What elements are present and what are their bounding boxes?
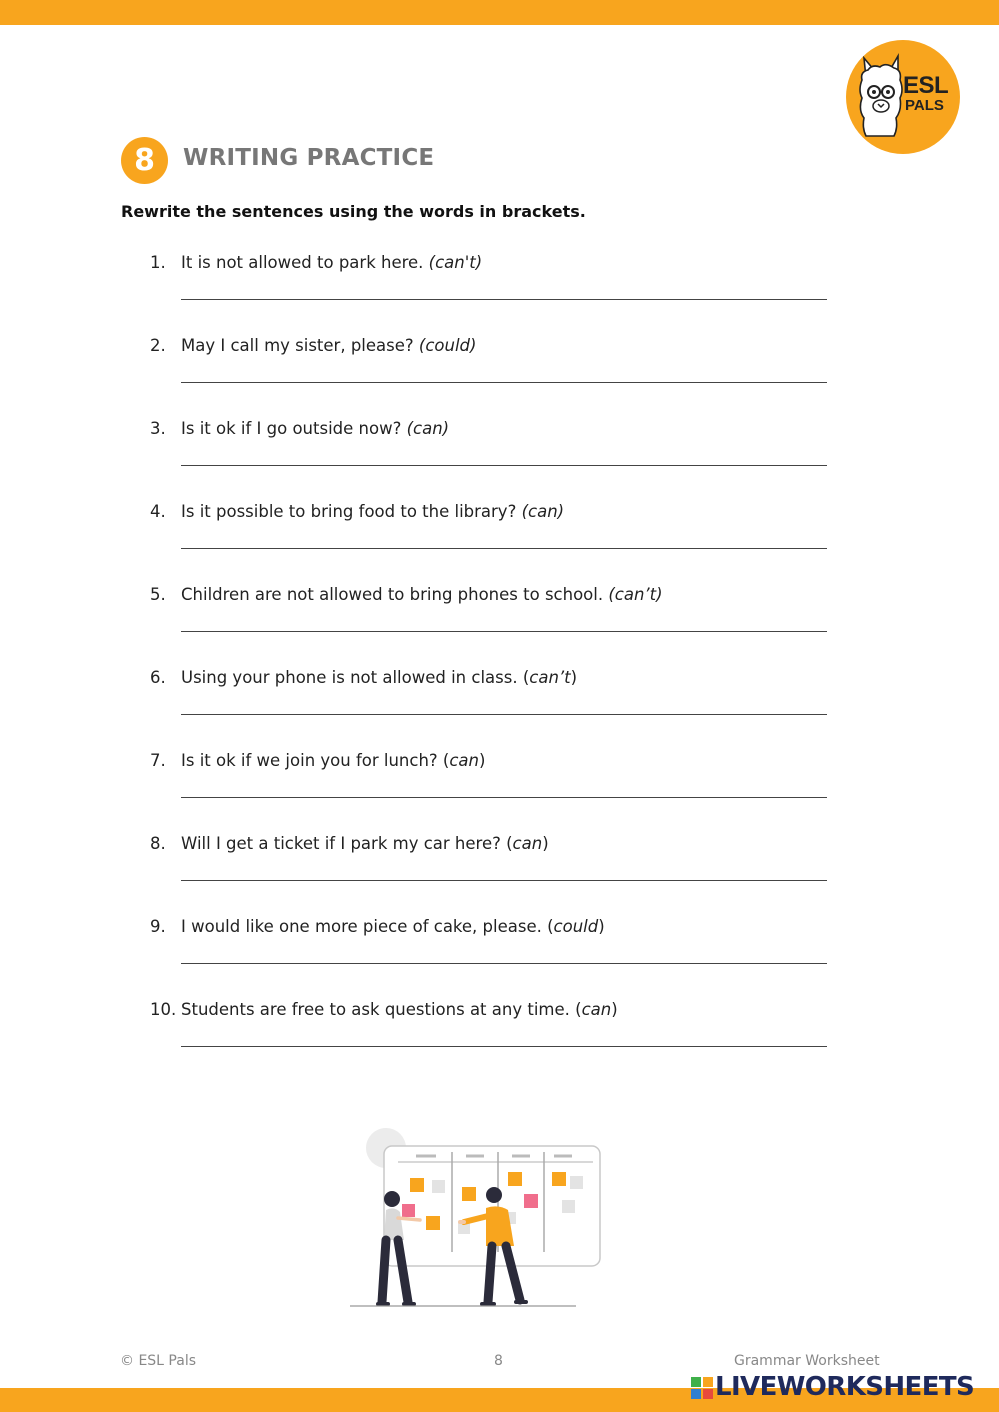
exercise-sentence — [181, 1000, 618, 1019]
answer-line[interactable] — [181, 1025, 827, 1047]
bracket-hint: (can) — [521, 502, 565, 521]
esl-pals-logo — [846, 40, 960, 154]
exercise-number: 2. — [150, 336, 166, 355]
exercise-item — [150, 1000, 840, 1060]
answer-line[interactable] — [181, 527, 827, 549]
exercise-number: 4. — [150, 502, 166, 521]
sentence-text: I would like one more piece of cake, please. ( — [181, 917, 554, 936]
footer-copyright: © ESL Pals — [120, 1353, 197, 1369]
exercise-item — [150, 917, 840, 977]
bracket-hint: (could) — [418, 336, 477, 355]
instruction-text: Rewrite the sentences using the words in brackets. — [121, 202, 586, 221]
answer-line[interactable] — [181, 859, 827, 881]
exercise-sentence — [181, 585, 663, 604]
sentence-text: May I call my sister, please? — [181, 336, 419, 355]
liveworksheets-badge[interactable] — [690, 1374, 990, 1404]
bracket-close: ) — [479, 751, 486, 770]
exercise-item — [150, 834, 840, 894]
bracket-hint: can — [449, 751, 479, 770]
exercise-sentence — [181, 917, 605, 936]
bracket-hint: can’t — [529, 668, 571, 687]
logo-pals-text: PALS — [905, 97, 944, 114]
exercise-item — [150, 502, 840, 562]
footer-worksheet-label: Grammar Worksheet — [734, 1353, 880, 1369]
answer-line[interactable] — [181, 444, 827, 466]
exercise-sentence — [181, 253, 482, 272]
liveworksheets-text: LIVEWORKSHEETS — [715, 1372, 975, 1402]
bracket-hint: can — [581, 1000, 612, 1019]
logo-esl-text: ESL — [903, 72, 949, 99]
exercise-item — [150, 751, 840, 811]
exercise-sentence — [181, 751, 485, 770]
bracket-close: ) — [542, 834, 549, 853]
sentence-text: Using your phone is not allowed in class. ( — [181, 668, 530, 687]
section-number-badge: 8 — [121, 137, 168, 184]
sentence-text: It is not allowed to park here. — [181, 253, 429, 272]
footer-page-number: 8 — [494, 1353, 503, 1369]
top-accent-bar — [0, 0, 999, 25]
exercise-number: 7. — [150, 751, 166, 770]
bracket-hint: could — [553, 917, 599, 936]
sentence-text: Will I get a ticket if I park my car here? ( — [181, 834, 513, 853]
exercise-sentence — [181, 834, 549, 853]
exercise-number: 1. — [150, 253, 166, 272]
sentence-text: Is it ok if I go outside now? — [181, 419, 407, 438]
answer-line[interactable] — [181, 278, 827, 300]
exercise-number: 6. — [150, 668, 166, 687]
bracket-hint: can — [512, 834, 543, 853]
exercise-item — [150, 253, 840, 313]
exercise-number: 9. — [150, 917, 166, 936]
exercise-item — [150, 419, 840, 479]
exercise-sentence — [181, 419, 449, 438]
bracket-hint: (can't) — [428, 253, 483, 272]
answer-line[interactable] — [181, 942, 827, 964]
answer-line[interactable] — [181, 610, 827, 632]
exercise-number: 3. — [150, 419, 166, 438]
answer-line[interactable] — [181, 693, 827, 715]
exercise-sentence — [181, 336, 476, 355]
exercise-sentence — [181, 668, 577, 687]
exercise-item — [150, 668, 840, 728]
sentence-text: Students are free to ask questions at any time. ( — [181, 1000, 582, 1019]
bracket-hint: (can) — [406, 419, 450, 438]
bracket-close: ) — [598, 917, 605, 936]
exercise-number: 5. — [150, 585, 166, 604]
sentence-text: Children are not allowed to bring phones to school. — [181, 585, 609, 604]
bracket-hint: (can’t) — [608, 585, 663, 604]
bracket-close: ) — [611, 1000, 618, 1019]
answer-line[interactable] — [181, 776, 827, 798]
exercise-item — [150, 585, 840, 645]
sentence-text: Is it ok if we join you for lunch? ( — [181, 751, 450, 770]
kanban-board-illustration — [348, 1122, 610, 1312]
exercise-sentence — [181, 502, 564, 521]
exercise-number: 10. — [150, 1000, 177, 1019]
exercise-number: 8. — [150, 834, 166, 853]
answer-line[interactable] — [181, 361, 827, 383]
section-title: WRITING PRACTICE — [183, 145, 435, 171]
bracket-close: ) — [570, 668, 578, 687]
exercise-item — [150, 336, 840, 396]
sentence-text: Is it possible to bring food to the library? — [181, 502, 522, 521]
liveworksheets-logo-icon — [690, 1376, 714, 1400]
